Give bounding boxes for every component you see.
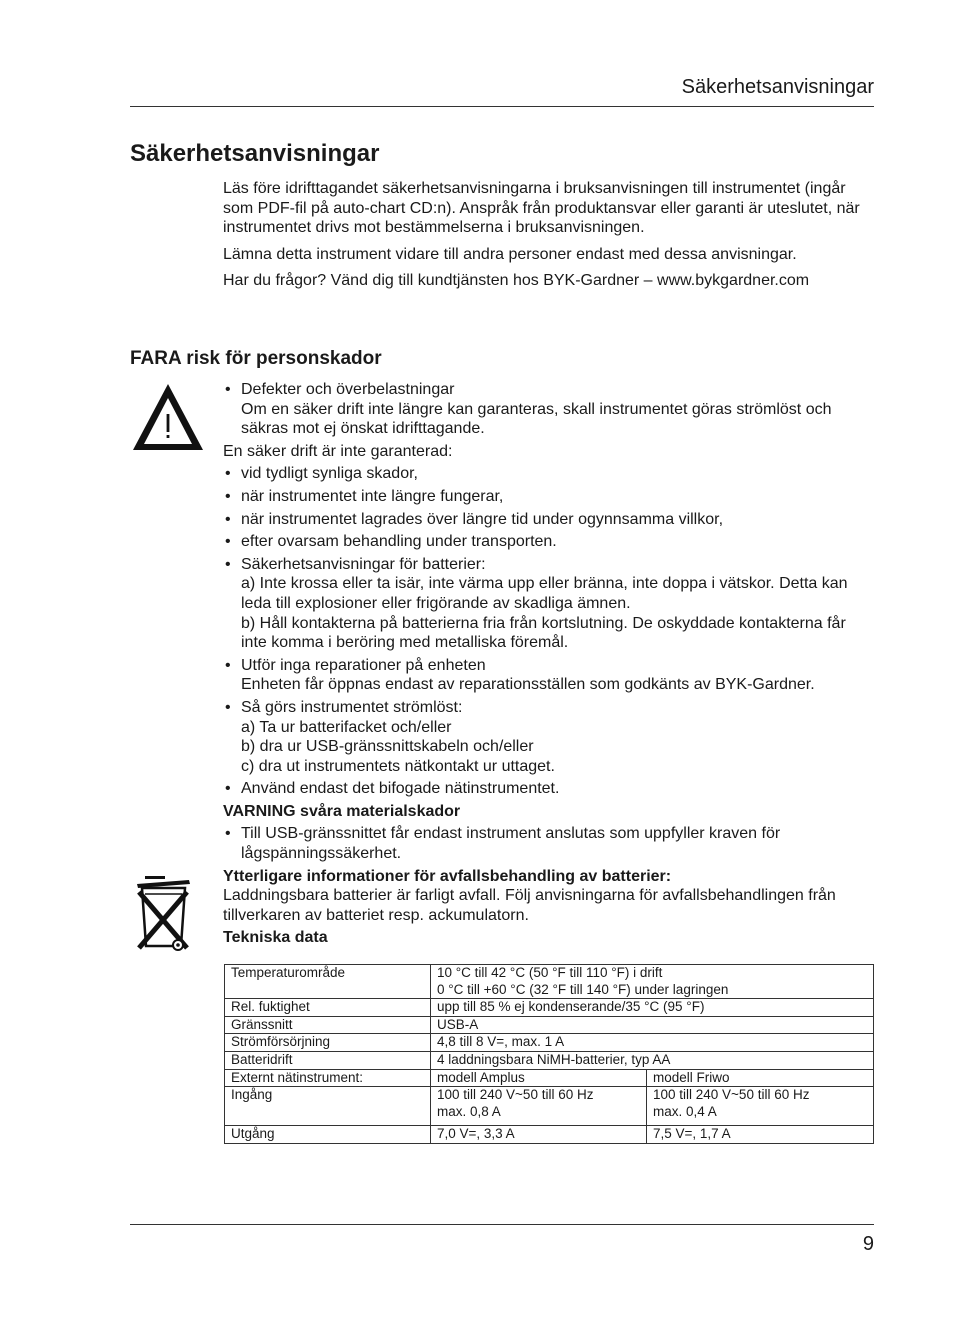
page-title: Säkerhetsanvisningar [130, 140, 380, 167]
table-cell: USB-A [431, 1016, 874, 1034]
table-cell: Externt nätinstrument: [225, 1069, 431, 1087]
not-guaranteed-text: En säker drift är inte garanterad: [223, 442, 453, 460]
defects-text: Om en säker drift inte längre kan garanteras, skall instrumentet göras strömlöst och säkras mot ej önskat idrifttagande. [241, 400, 832, 438]
cell-line: 100 till 240 V~50 till 60 Hz [437, 1087, 594, 1103]
table-row [225, 1126, 874, 1144]
list-item: • vid tydligt synliga skador, [223, 464, 875, 484]
defects-title: • Defekter och överbelastningar [241, 381, 455, 398]
table-row [225, 1069, 874, 1087]
running-header [130, 76, 874, 107]
cell-line: max. 0,8 A [437, 1103, 501, 1119]
list-item: • efter ovarsam behandling under transporten. [223, 532, 875, 552]
table-cell: 7,5 V=, 1,7 A [647, 1126, 874, 1144]
danger-section [223, 380, 875, 951]
list-item [223, 656, 875, 695]
list-item: • när instrumentet inte längre fungerar, [223, 487, 875, 507]
repair-text: Enheten får öppnas endast av reparationsställen som godkänts av BYK-Gardner. [241, 676, 815, 694]
battery-title: • Säkerhetsanvisningar för batterier: [241, 555, 486, 573]
list-item [223, 555, 875, 653]
powerless-step-b: b) dra ur USB-gränssnittskabeln och/eller [241, 738, 534, 756]
table-row [225, 965, 874, 999]
table-cell [431, 1087, 647, 1126]
tech-data-table [224, 964, 874, 1144]
table-row [225, 1034, 874, 1052]
cell-line: 100 till 240 V~50 till 60 Hz [653, 1087, 810, 1103]
list-item [223, 698, 875, 776]
table-cell: Batteridrift [225, 1051, 431, 1069]
table-cell: Strömförsörjning [225, 1034, 431, 1052]
table-cell: Rel. fuktighet [225, 999, 431, 1017]
warning-triangle-icon [131, 382, 205, 452]
intro-paragraph: Läs före idrifttagandet säkerhetsanvisningarna i bruksanvisningen till instrumentet (ingår som PDF-fil på auto-chart CD:n). Anspråk från produktansvar eller garanti är uteslutet, när instrumentet drivs mot bestämmelserna i bruksanvisningen. [223, 180, 860, 236]
table-cell: 7,0 V=, 3,3 A [431, 1126, 647, 1144]
list-item: • när instrumentet lagrades över längre tid under ogynnsamma villkor, [223, 510, 875, 530]
battery-text-b: b) Håll kontakterna på batterierna fria från kortslutning. De oskyddade kontakterna får inte komma i beröring med metalliska föremål. [241, 614, 846, 652]
intro-paragraph: Lämna detta instrument vidare till andra personer endast med dessa anvisningar. [223, 245, 797, 263]
table-cell: modell Amplus [431, 1069, 647, 1087]
table-cell: 4,8 till 8 V=, max. 1 A [431, 1034, 874, 1052]
table-cell: Ingång [225, 1087, 431, 1126]
disposal-heading: Ytterligare informationer för avfallsbehandling av batterier: [223, 867, 672, 885]
warning-heading: VARNING svåra materialskador [223, 802, 461, 820]
powerless-title: • Så görs instrumentet strömlöst: [241, 698, 463, 716]
cell-line: max. 0,4 A [653, 1103, 717, 1119]
table-cell [431, 965, 874, 999]
table-row [225, 1016, 874, 1034]
table-cell: Utgång [225, 1126, 431, 1144]
disposal-text: Laddningsbara batterier är farligt avfall. Följ anvisningarna för avfallsbehandlingen från tillverkaren av batteriet resp. ackumulatorn. [223, 887, 836, 924]
page-number: 9 [862, 1233, 874, 1255]
crossed-bin-icon [133, 872, 195, 954]
running-footer [130, 1224, 874, 1255]
table-cell: Temperaturområde [225, 965, 431, 999]
cell-line: 10 °C till 42 °C (50 °F till 110 °F) i drift [437, 965, 663, 980]
intro-section [223, 179, 875, 298]
tech-heading: Tekniska data [223, 929, 328, 947]
powerless-step-c: c) dra ut instrumentets nätkontakt ur uttaget. [241, 757, 555, 775]
table-row [225, 999, 874, 1017]
running-header-title: Säkerhetsanvisningar [681, 76, 874, 98]
list-item: • Till USB-gränssnittet får endast instrument anslutas som uppfyller kraven för lågspänningssäkerhet. [223, 824, 875, 863]
battery-text-a: a) Inte krossa eller ta isär, inte värma upp eller bränna, inte doppa i vätskor. Detta kan leda till explosioner eller frigörande av skadliga ämnen. [241, 575, 848, 612]
list-item [223, 380, 875, 439]
table-cell: modell Friwo [647, 1069, 874, 1087]
table-cell: upp till 85 % ej kondenserande/35 °C (95 °F) [431, 999, 874, 1017]
intro-paragraph: Har du frågor? Vänd dig till kundtjänsten hos BYK-Gardner – www.bykgardner.com [223, 272, 810, 289]
repair-title: • Utför inga reparationer på enheten [241, 656, 486, 674]
table-cell: Gränssnitt [225, 1016, 431, 1034]
table-row [225, 1087, 874, 1126]
cell-line: 0 °C till +60 °C (32 °F till 140 °F) under lagringen [437, 981, 729, 997]
table-row [225, 1051, 874, 1069]
powerless-step-a: a) Ta ur batterifacket och/eller [241, 718, 452, 736]
table-cell: 4 laddningsbara NiMH-batterier, typ AA [431, 1051, 874, 1069]
danger-heading: FARA risk för personskador [130, 348, 382, 369]
table-cell [647, 1087, 874, 1126]
list-item: • Använd endast det bifogade nätinstrumentet. [223, 779, 875, 799]
